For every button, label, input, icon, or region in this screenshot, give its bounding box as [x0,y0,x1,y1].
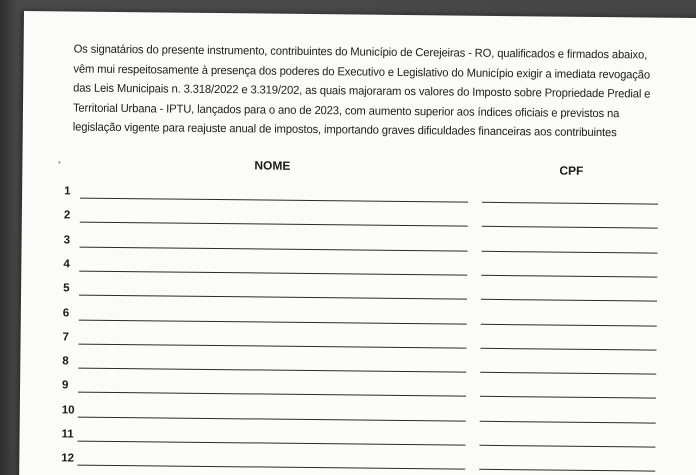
row-number: 10 [61,404,75,417]
name-line[interactable] [80,198,468,203]
cpf-line[interactable] [480,372,656,375]
row-number: 12 [61,452,75,465]
signature-row [20,379,696,406]
petition-line: vêm mui respeitosamente à presença dos poderes do Executivo e Legislativo do Município exigir a imediata revogação [73,62,651,82]
cpf-column-header: CPF [559,163,584,178]
row-number: 6 [62,306,70,319]
cpf-line[interactable] [480,396,656,399]
cpf-line[interactable] [481,299,657,302]
row-number: 4 [63,258,70,271]
signature-row [19,452,696,475]
name-line[interactable] [78,416,466,421]
cpf-line[interactable] [481,323,657,326]
signature-row [20,404,696,431]
name-line[interactable] [79,319,467,324]
row-number: 7 [62,331,70,344]
petition-line: das Leis Municipais n. 3.318/2022 e 3.319/202, as quais majoraram os valores do Imposto sobre Propriedade Predial e [73,81,651,101]
cpf-line[interactable] [480,420,656,423]
petition-line: Territorial Urbana - IPTU, lançados para o ano de 2023, com aumento superior aos índices oficiais e previstos na [72,101,620,121]
name-line[interactable] [79,343,467,348]
name-line[interactable] [79,295,467,300]
signature-row [20,331,696,358]
name-line[interactable] [80,222,468,227]
name-line[interactable] [80,246,468,251]
name-column-header: NOME [254,158,291,173]
row-number: 2 [63,209,71,222]
petition-line: Os signatários do presente instrumento, contribuintes do Município de Cerejeiras - RO, qualificados e firmados abaixo, [73,42,648,62]
signature-row [22,209,696,236]
name-line[interactable] [78,368,466,373]
row-number: 9 [62,379,69,392]
signature-row [21,306,696,333]
row-number: 5 [63,282,70,295]
row-number: 1 [64,185,71,198]
cpf-line[interactable] [479,445,655,448]
signature-row [21,234,696,261]
cpf-line[interactable] [481,275,657,278]
cpf-line[interactable] [482,250,658,253]
row-number: 8 [62,355,69,368]
petition-text [73,40,666,144]
paper-speck [58,161,60,163]
name-line[interactable] [79,270,467,275]
signature-row [21,258,696,285]
name-line[interactable] [77,465,465,470]
signature-row [19,428,696,455]
row-number: 3 [63,234,71,247]
signature-row [21,282,696,309]
cpf-line[interactable] [480,348,656,351]
cpf-line[interactable] [482,202,658,205]
name-line[interactable] [78,392,466,397]
name-line[interactable] [77,441,465,446]
signature-row [22,185,696,212]
row-number: 11 [61,428,74,441]
petition-line: legislação vigente para reajuste anual de impostos, importando graves dificuldades financeiras aos contribuintes [72,120,617,140]
cpf-line[interactable] [482,226,658,229]
signature-row [20,355,696,382]
cpf-line[interactable] [479,469,655,472]
signature-sheet [19,11,696,475]
